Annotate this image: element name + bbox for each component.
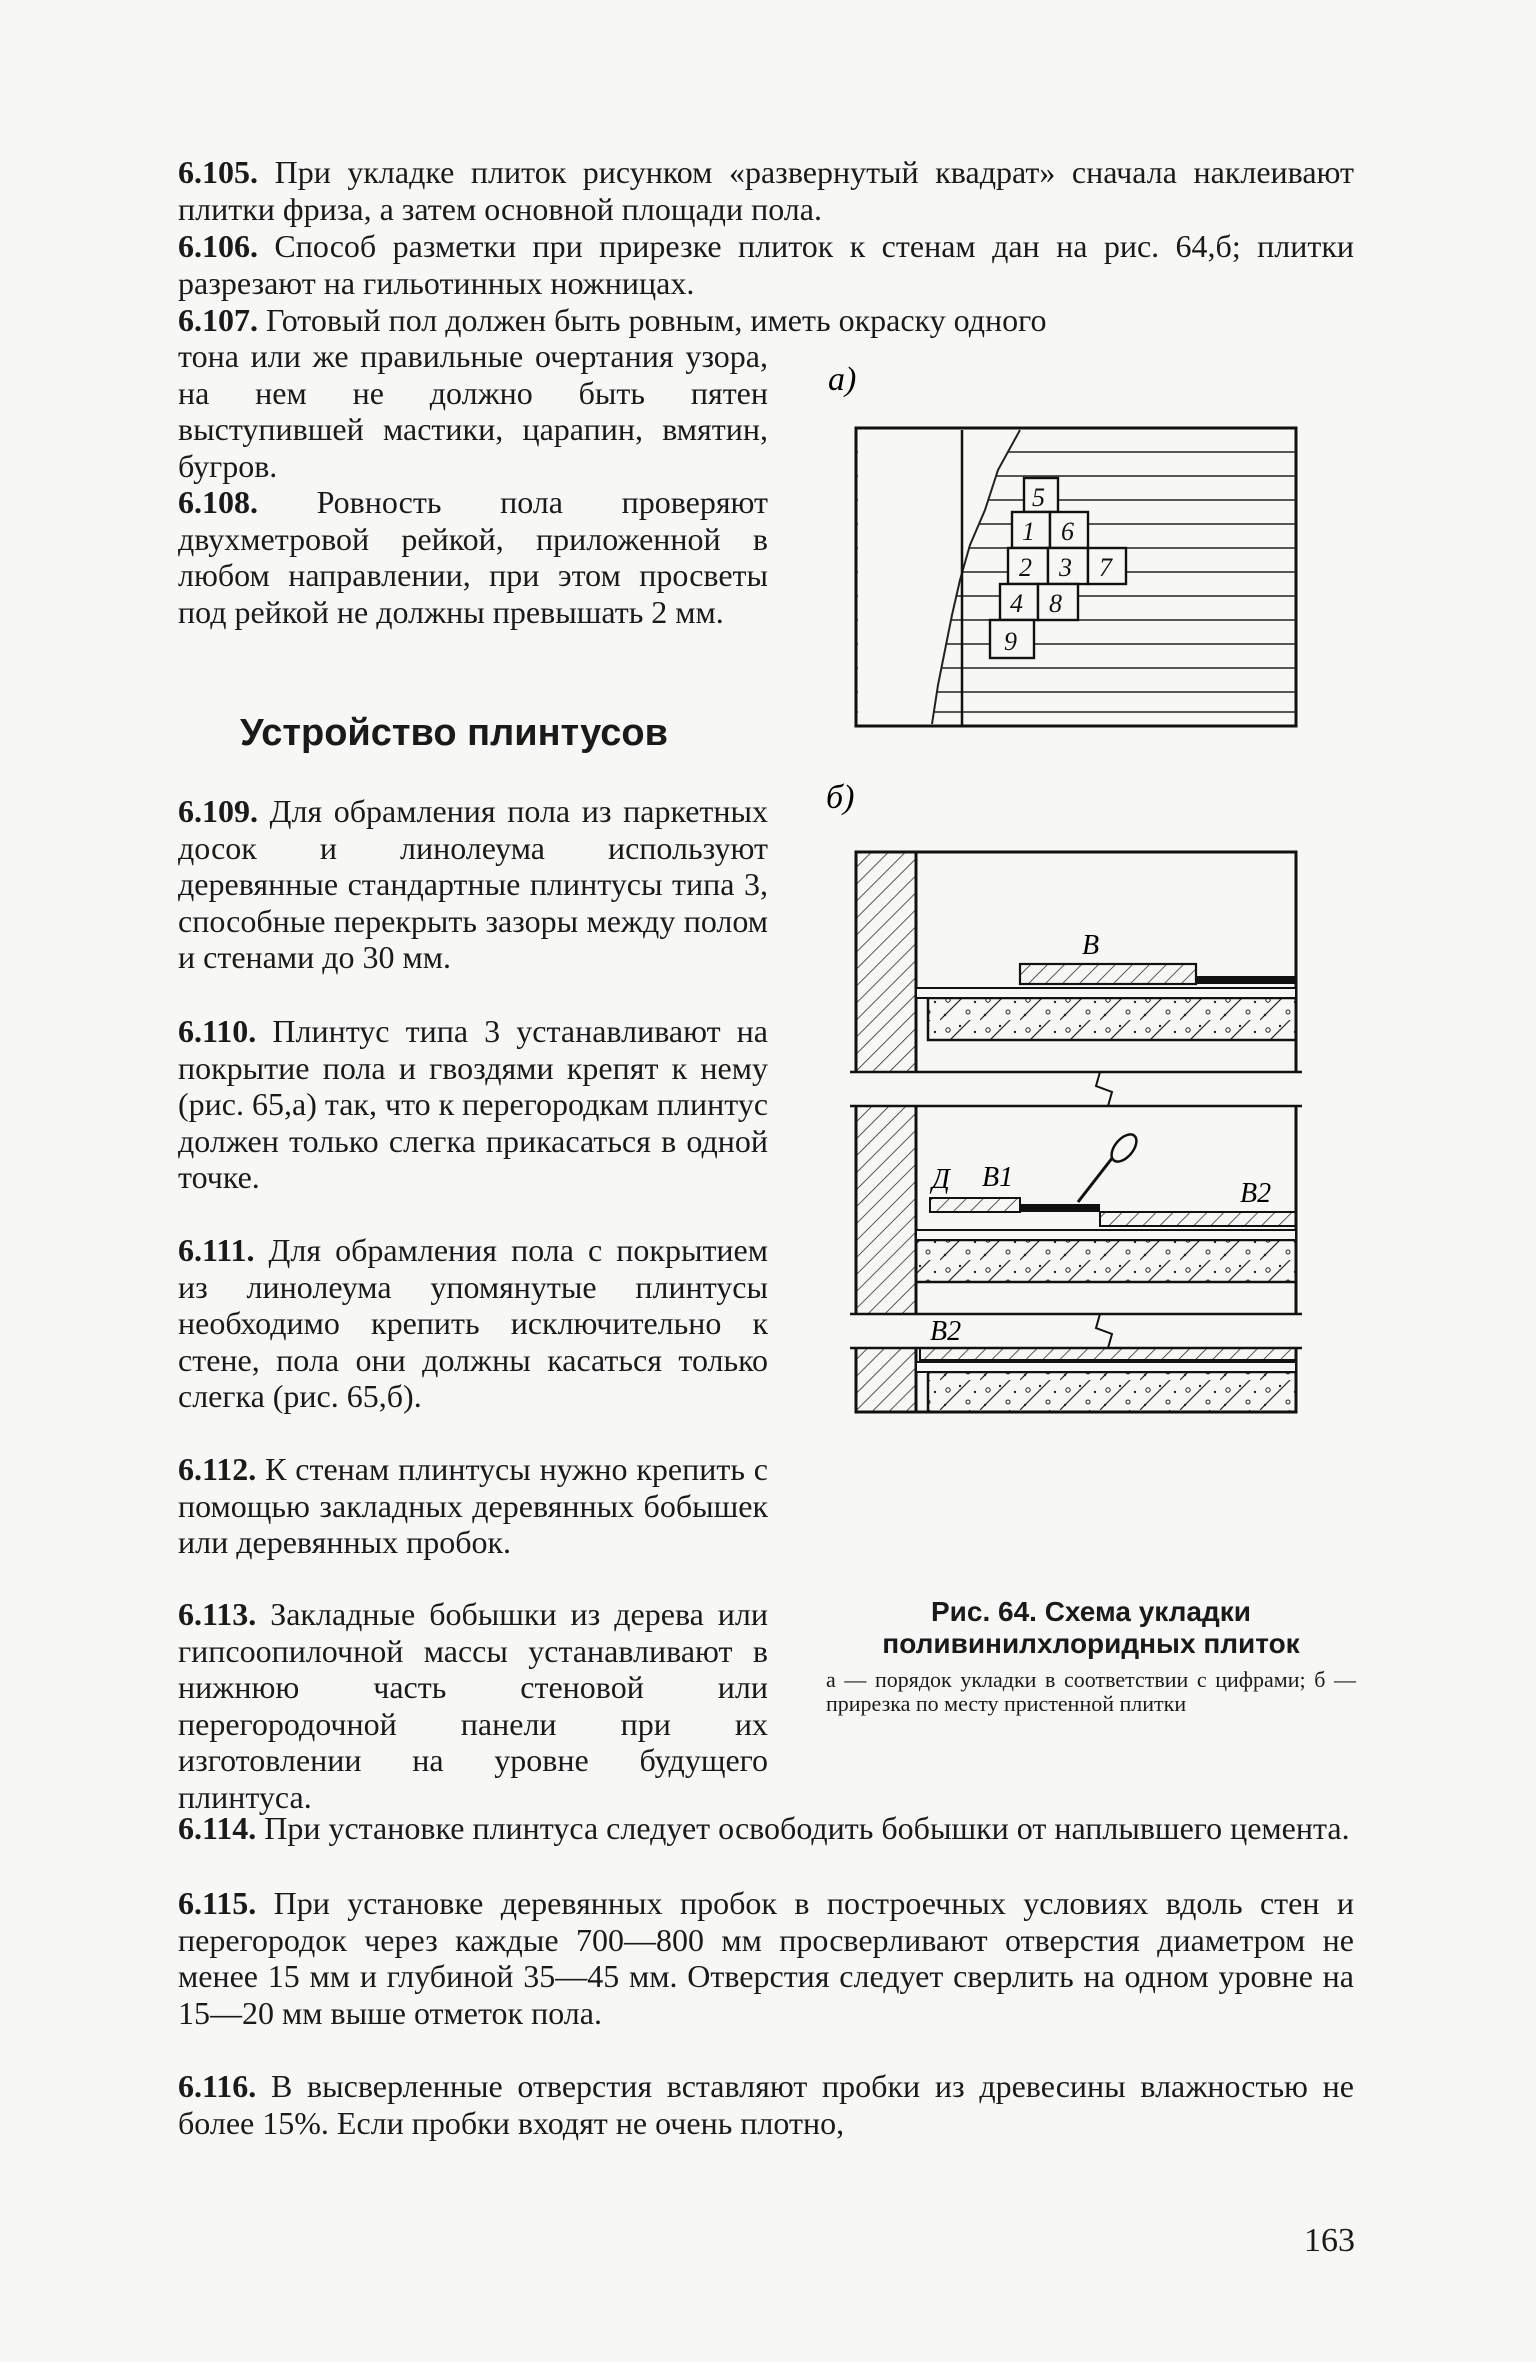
paragraph-6-109	[178, 793, 768, 976]
figure-64	[820, 360, 1360, 1560]
page-number: 163	[1304, 2222, 1355, 2259]
paragraph-number: 6.112.	[178, 1451, 257, 1487]
paragraph-number: 6.106.	[178, 228, 258, 264]
paragraph-number: 6.105.	[178, 154, 258, 190]
break-band-2	[850, 1314, 1302, 1348]
paragraph-6-112	[178, 1451, 768, 1561]
tile-number: 3	[1059, 553, 1072, 582]
label-v: В	[1082, 930, 1100, 961]
tile-number: 8	[1049, 589, 1062, 618]
section-heading: Устройство плинтусов	[240, 712, 669, 754]
paragraph-number: 6.116.	[178, 2068, 257, 2104]
tile-number: 6	[1061, 517, 1074, 546]
paragraph-6-105	[178, 154, 1354, 227]
paragraph-6-111	[178, 1232, 768, 1415]
paragraph-text: Закладные бобышки из дерева или гипсоопилочной массы устанавливают в нижнюю часть стеновой или перегородочной панели при их изготовлении на уровне будущего плинтуса.	[178, 1596, 768, 1815]
paragraph-number: 6.109.	[178, 793, 258, 829]
figure-label-a: а)	[828, 361, 857, 398]
paragraph-6-107-line1	[178, 302, 1354, 339]
paragraph-6-113	[178, 1596, 768, 1815]
paragraph-text: Для обрамления пола из паркетных досок и линолеума используют деревянные стандартные плинтусы типа 3, способные перекрыть зазоры между полом и стенами до 30 мм.	[178, 793, 769, 975]
detail-1	[916, 930, 1296, 1040]
paragraph-text: При укладке плиток рисунком «развернутый квадрат» сначала наклеивают плитки фриза, а затем основной площади пола.	[178, 154, 1355, 227]
paragraph-text: Способ разметки при прирезке плиток к стенам дан на рис. 64,б; плитки разрезают на гильотинных ножницах.	[178, 228, 1355, 301]
paragraph-text: При установке плинтуса следует освободить бобышки от наплывшего цемента.	[264, 1810, 1350, 1846]
tile-number: 9	[1004, 627, 1017, 656]
figure-label-b: б)	[826, 779, 855, 816]
tile-number: 5	[1032, 483, 1045, 512]
tile-number: 1	[1022, 517, 1035, 546]
label-v2: В2	[1240, 1178, 1272, 1209]
figure-caption	[826, 1596, 1356, 1716]
tile-number: 2	[1019, 553, 1032, 582]
paragraph-number: 6.114.	[178, 1810, 257, 1846]
paragraph-text: При установке деревянных пробок в построечных условиях вдоль стен и перегородок через каждые 700—800 мм просверливают отверстия диаметром не менее 15 мм и глубиной 35—45 мм. Отверстия следует сверлить на одном уровне на 15—20 мм выше отметок пола.	[178, 1885, 1355, 2031]
tile-number: 7	[1099, 553, 1112, 582]
paragraph-6-114	[178, 1810, 1354, 1847]
paragraph-number: 6.108.	[178, 484, 258, 520]
label-v2: В2	[930, 1316, 962, 1347]
paragraph-6-115	[178, 1885, 1354, 2031]
tile-number: 4	[1010, 589, 1023, 618]
paragraph-text: Для обрамления пола с покрытием из линолеума упомянутые плинтусы необходимо крепить исключительно к стене, пола они должны касаться только слегка (рис. 65,б).	[178, 1232, 769, 1414]
paragraph-text: Ровность пола проверяют двухметровой рейкой, приложенной в любом направлении, при этом просветы под рейкой не должны превышать 2 мм.	[178, 484, 768, 630]
paragraph-number: 6.113.	[178, 1596, 257, 1632]
paragraph-6-108	[178, 484, 768, 630]
paragraph-6-106	[178, 228, 1354, 301]
paragraph-text: К стенам плинтусы нужно крепить с помощью закладных деревянных бобышек или деревянных пробок.	[178, 1451, 769, 1560]
break-band-1	[850, 1072, 1302, 1106]
paragraph-number: 6.107.	[178, 302, 258, 338]
paragraph-number: 6.111.	[178, 1232, 255, 1268]
label-d: Д	[932, 1164, 950, 1195]
caption-legend: а — порядок укладки в соответствии с цифрами; б — прирезка по месту пристенной плитки	[826, 1667, 1356, 1716]
paragraph-text: тона или же правильные очертания узора, на нем не должно быть пятен выступившей мастики, царапин, вмятин, бугров.	[178, 338, 768, 484]
detail-2	[916, 1130, 1296, 1282]
paragraph-6-107-cont	[178, 338, 768, 484]
caption-title: Рис. 64. Схема укладки поливинилхлоридных плиток	[882, 1596, 1300, 1659]
paragraph-text: В высверленные отверстия вставляют пробки из древесины влажностью не более 15%. Если пробки входят не очень плотно,	[178, 2068, 1355, 2141]
paragraph-text: Готовый пол должен быть ровным, иметь окраску одного	[266, 302, 1047, 338]
paragraph-number: 6.115.	[178, 1885, 257, 1921]
paragraph-text: Плинтус типа 3 устанавливают на покрытие пола и гвоздями крепят к нему (рис. 65,а) так, что к перегородкам плинтус должен только слегка прикасаться в одной точке.	[178, 1013, 769, 1195]
paragraph-6-116	[178, 2068, 1354, 2141]
paragraph-number: 6.110.	[178, 1013, 257, 1049]
paragraph-6-110	[178, 1013, 768, 1196]
label-v1: В1	[982, 1162, 1014, 1193]
